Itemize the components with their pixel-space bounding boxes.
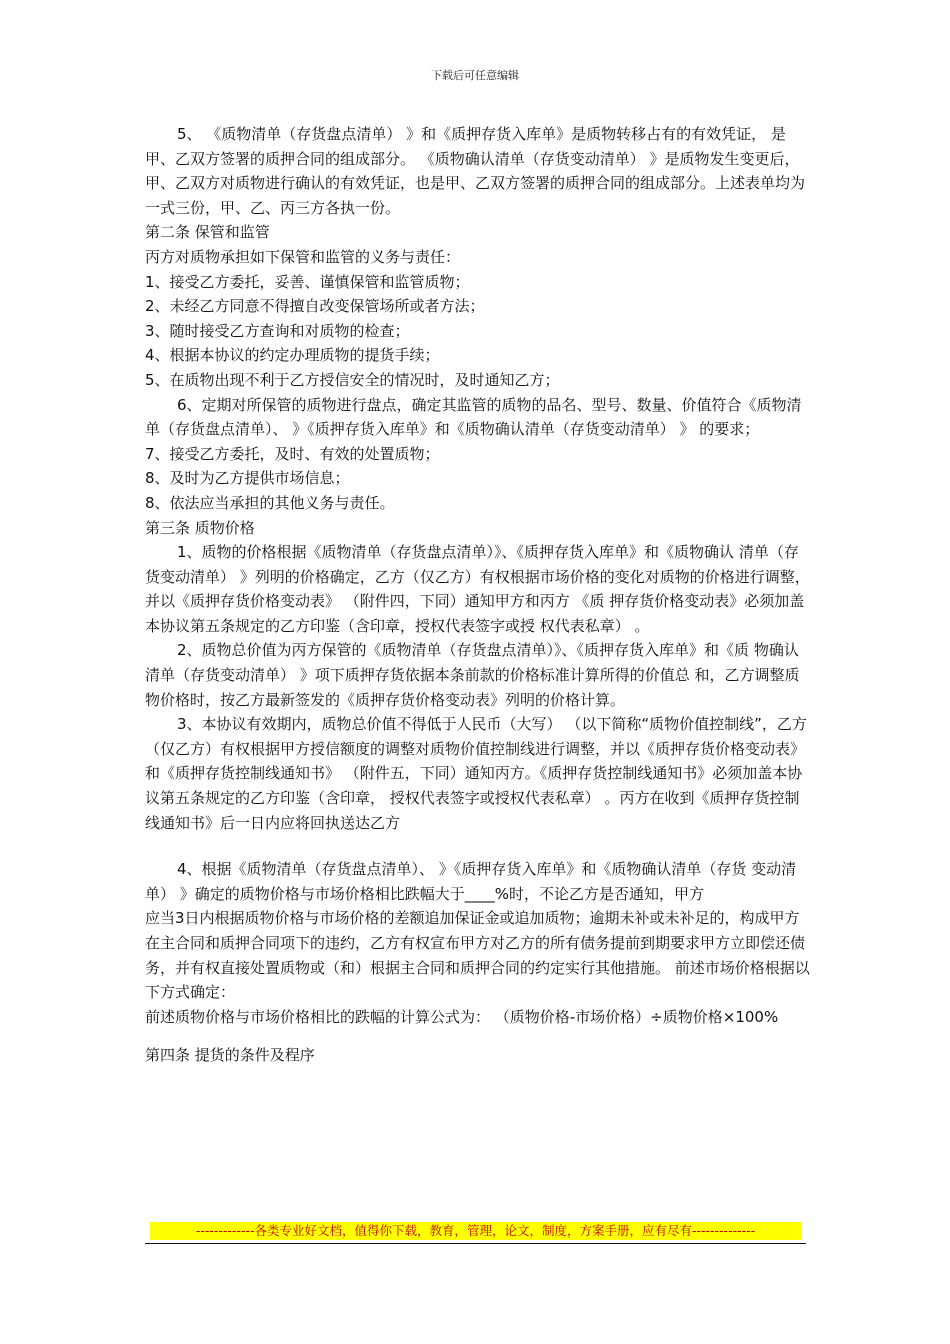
- document-body: [145, 122, 813, 1068]
- list-item-8b: 8、依法应当承担的其他义务与责任。: [145, 493, 395, 512]
- page-footer: [145, 1222, 806, 1244]
- list-item-1: 1、接受乙方委托，妥善、谨慎保管和监管质物；: [145, 272, 470, 291]
- price-clause-3: 3、本协议有效期内，质物总价值不得低于人民币（大写） （以下简称“质物价值控制线”，乙方（仅乙方）有权根据甲方授信额度的调整对质物价值控制线进行调整，并以《质押存货价格变动表》和《质押存货控制线通知书》 （附件五，下同）通知丙方。《质押存货控制线通知书》必须加盖本协议第五条规定的乙方印鉴（含印章， 授权代表签字或授权代表私章） 。丙方在收到《质押存货控制线通知书》后一日内应将回执送达乙方: [145, 715, 807, 832]
- price-clause-1: 1、质物的价格根据《质物清单（存货盘点清单）》、《质押存货入库单》和《质物确认 清单（存货变动清单） 》列明的价格确定，乙方（仅乙方）有权根据市场价格的变化对质物的价格进行调整，并以《质押存货价格变动表》 （附件四，下同）通知甲方和丙方 《质 押存货价格变动表》必须加盖本协议第五条规定的乙方印鉴（含印章，授权代表签字或授 权代表私章） 。: [145, 543, 810, 635]
- decline-formula: 前述质物价格与市场价格相比的跌幅的计算公式为： （质物价格-市场价格）÷质物价格×100%: [145, 1007, 779, 1026]
- list-item-4: 4、根据本协议的约定办理质物的提货手续；: [145, 346, 440, 365]
- page-header: 下载后可任意编辑: [431, 69, 519, 82]
- footer-banner: -------------各类专业好文档，值得你下载，教育，管理，论文，制度，方案手册，应有尽有--------------: [150, 1222, 801, 1240]
- paragraph-custody-intro: 丙方对质物承担如下保管和监管的义务与责任：: [145, 247, 461, 266]
- price-clause-4: 4、根据《质物清单（存货盘点清单）、 》《质押存货入库单》和《质物确认清单（存货 变动清单） 》确定的质物价格与市场价格相比跌幅大于____%时，不论乙方是否通知，甲方: [145, 860, 797, 903]
- list-item-7: 7、接受乙方委托，及时、有效的处置质物；: [145, 444, 440, 463]
- article-2-heading: 第二条 保管和监管: [145, 223, 270, 242]
- list-item-6: 6、定期对所保管的质物进行盘点，确定其监管的质物的品名、型号、数量、价值符合《质物清单（存货盘点清单）、 》《质押存货入库单》和《质物确认清单（存货变动清单） 》 的要求；: [145, 395, 802, 439]
- list-item-8a: 8、及时为乙方提供市场信息；: [145, 469, 350, 488]
- article-4-heading: 第四条 提货的条件及程序: [145, 1046, 315, 1065]
- footer-divider: [145, 1243, 806, 1244]
- list-item-3: 3、随时接受乙方查询和对质物的检查；: [145, 321, 410, 340]
- list-item-2: 2、未经乙方同意不得擅自改变保管场所或者方法；: [145, 297, 485, 316]
- article-3-heading: 第三条 质物价格: [145, 518, 255, 537]
- price-clause-2: 2、质物总价值为丙方保管的《质物清单（存货盘点清单）》、《质押存货入库单》和《质 物确认清单（存货变动清单） 》项下质押存货依据本条前款的价格标准计算所得的价值总 和，乙方调整质物价格时，按乙方最新签发的《质押存货价格变动表》列明的价格计算。: [145, 641, 800, 709]
- paragraph-item5-voucher: 5、 《质物清单（存货盘点清单） 》和《质押存货入库单》是质物转移占有的有效凭证， 是甲、乙双方签署的质押合同的组成部分。 《质物确认清单（存货变动清单） 》是质物发生变更后，甲、乙双方对质物进行确认的有效凭证，也是甲、乙双方签署的质押合同的组成部分。上述表单均为一式三份，甲、乙、丙三方各执一份。: [145, 125, 806, 217]
- price-clause-4-continued: 应当3日内根据质物价格与市场价格的差额追加保证金或追加质物；逾期未补或未补足的，构成甲方在主合同和质押合同项下的违约，乙方有权宣布甲方对乙方的所有债务提前到期要求甲方立即偿还债务，并有权直接处置质物或（和）根据主合同和质押合同的约定实行其他措施。 前述市场价格根据以下方式确定：: [145, 909, 810, 1002]
- list-item-5: 5、在质物出现不利于乙方授信安全的情况时，及时通知乙方；: [145, 370, 560, 389]
